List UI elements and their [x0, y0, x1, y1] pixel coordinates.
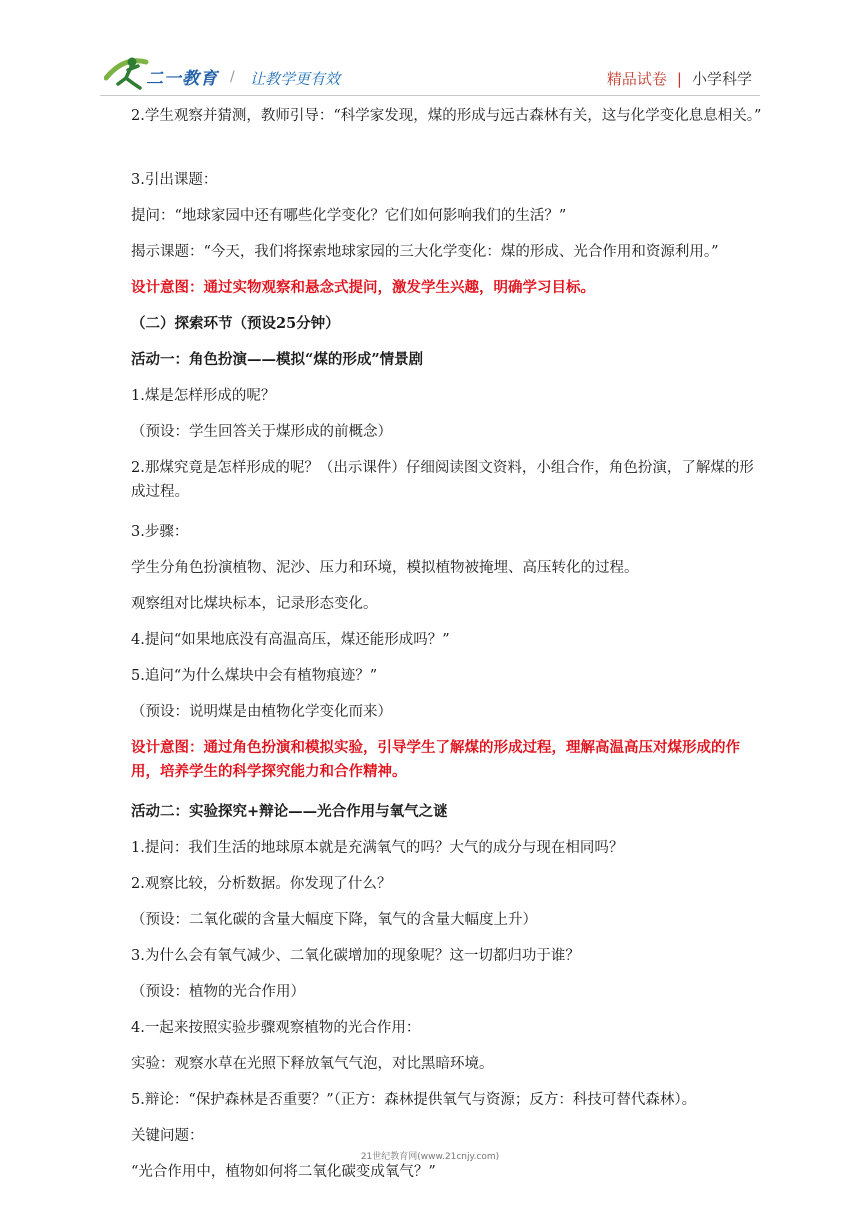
paragraph: （预设：说明煤是由植物化学变化而来） [131, 704, 392, 720]
paragraph: 关键问题： [131, 1128, 204, 1144]
paragraph: 2.学生观察并猜测，教师引导：“科学家发现，煤的形成与远古森林有关，这与化学变化息息相关。” [131, 108, 762, 124]
paragraph: （预设：学生回答关于煤形成的前概念） [131, 424, 392, 440]
paragraph: （预设：二氧化碳的含量大幅度下降，氧气的含量大幅度上升） [131, 912, 537, 928]
paragraph: 2.那煤究竟是怎样形成的呢？（出示课件）仔细阅读图文资料，小组合作，角色扮演，了解煤的形成过程。 [131, 460, 754, 500]
paragraph: 3.引出课题： [131, 172, 218, 188]
paragraph: 2.观察比较，分析数据。你发现了什么？ [131, 876, 392, 892]
paragraph: 提问：“地球家园中还有哪些化学变化？它们如何影响我们的生活？” [131, 208, 567, 224]
paragraph: 4.一起来按照实验步骤观察植物的光合作用： [131, 1020, 421, 1036]
paragraph: 1.提问：我们生活的地球原本就是充满氧气的吗？大气的成分与现在相同吗？ [131, 840, 624, 856]
paragraph: 观察组对比煤块标本，记录形态变化。 [131, 596, 378, 612]
header-tags [607, 68, 752, 89]
design-intent-paragraph: 设计意图：通过实物观察和悬念式提问，激发学生兴趣，明确学习目标。 [131, 279, 595, 296]
page-header [0, 0, 860, 100]
paragraph: “光合作用中，植物如何将二氧化碳变成氧气？” [131, 1164, 436, 1180]
paragraph: 3.为什么会有氧气减少、二氧化碳增加的现象呢？这一切都归功于谁？ [131, 948, 580, 964]
paragraph: 学生分角色扮演植物、泥沙、压力和环境，模拟植物被掩埋、高压转化的过程。 [131, 560, 639, 576]
tag-separator: | [676, 70, 682, 88]
paragraph: 揭示课题：“今天，我们将探索地球家园的三大化学变化：煤的形成、光合作用和资源利用。” [131, 244, 719, 260]
section-heading: 活动一：角色扮演——模拟“煤的形成”情景剧 [131, 351, 424, 368]
header-rule [100, 95, 760, 96]
tag-subject: 小学科学 [691, 70, 752, 88]
paragraph: 5.追问“为什么煤块中会有植物痕迹？” [131, 668, 378, 684]
tag-premium: 精品试卷 [606, 70, 667, 88]
logo-text: 二一教育 [146, 69, 218, 89]
paragraph: （预设：植物的光合作用） [131, 984, 305, 1000]
section-heading: 活动二：实验探究+辩论——光合作用与氧气之谜 [131, 803, 448, 820]
page-footer: 21世纪教育网(www.21cnjy.com) [360, 1152, 500, 1162]
paragraph: 实验：观察水草在光照下释放氧气气泡，对比黑暗环境。 [131, 1056, 494, 1072]
paragraph: 3.步骤： [131, 524, 189, 540]
header-slogan: 让教学更有效 [250, 70, 341, 88]
paragraph: 4.提问“如果地底没有高温高压，煤还能形成吗？” [131, 632, 450, 648]
header-slash: / [230, 69, 235, 85]
paragraph: 5.辩论：“保护森林是否重要？”（正方：森林提供氧气与资源；反方：科技可替代森林）。 [131, 1092, 697, 1108]
paragraph: 1.煤是怎样形成的呢？ [131, 388, 276, 404]
design-intent-paragraph: 设计意图：通过角色扮演和模拟实验，引导学生了解煤的形成过程，理解高温高压对煤形成的作用，培养学生的科学探究能力和合作精神。 [131, 739, 740, 780]
section-heading: （二）探索环节（预设25分钟） [131, 315, 340, 332]
